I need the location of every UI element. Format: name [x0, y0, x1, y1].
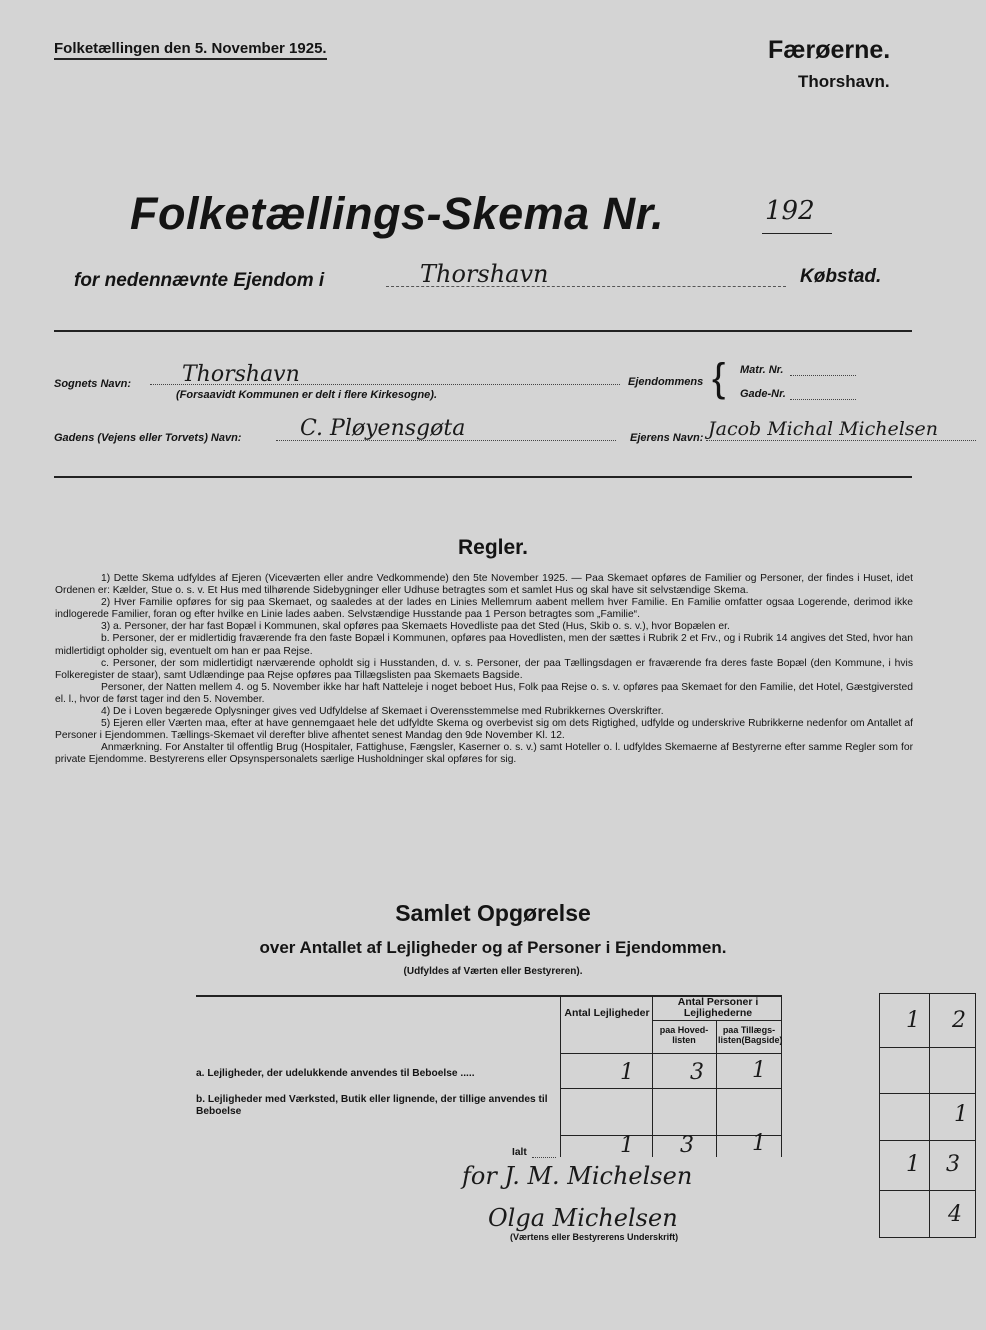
property-label: Ejendommens [628, 376, 704, 388]
col-persons-header: Antal Personer i Lejlighederne [677, 996, 759, 1019]
rule-4: 4) De i Loven begærede Oplysninger gives ved Udfyldelse af Skemaet i Overensstemmelse med Rubrikkernes Overskrifter. [101, 706, 664, 718]
parish-value: Thorshavn [182, 362, 300, 387]
owner-value: Jacob Michal Michelsen [708, 418, 939, 440]
row-a-apartments: 1 [620, 1060, 634, 1085]
signature-2: Olga Michelsen [488, 1204, 678, 1232]
col-divider-4 [781, 995, 782, 1157]
tally-col-divider [929, 993, 930, 1238]
matr-label: Matr. Nr. [740, 364, 784, 376]
parish-note: (Forsaavidt Kommunen er delt i flere Kirkesogne). [176, 389, 438, 401]
col-apartments-header: Antal Lejligheder [564, 1007, 650, 1019]
rules-note: Anmærkning. For Anstalter til offentlig Brug (Hospitaler, Fattighuse, Fængsler, Kaserner o. s. v.) samt Hoteller o. l. udfyldes Skemaerne af Bestyrerne efter samme Regler som for private Ejendomme. Bestyrerens eller Opsynspersonalets særlige Husholdninger skal opføres for sig. [55, 742, 913, 766]
parish-line [150, 384, 620, 385]
gade-label: Gade-Nr. [740, 388, 786, 400]
col-main-header: paa Hoved-listen [659, 1025, 709, 1045]
form-number-line [762, 233, 832, 234]
rules-title: Regler. [457, 536, 529, 559]
rule-3d: Personer, der Natten mellem 4. og 5. November ikke har haft Natteleje i noget beboet Hus, Folk paa Rejse o. s. v. opføres paa Skemaet for den Familie, det Hotel, Gæstgiversted el. l., hvor de først tager ind den 5. November. [55, 681, 913, 705]
tally-line-1 [879, 1047, 976, 1048]
row-a-line [560, 1088, 781, 1089]
street-line [276, 440, 616, 441]
town-line [386, 286, 786, 287]
total-dots [532, 1157, 556, 1158]
tally-r1-right: 2 [952, 1008, 966, 1033]
row-a-label: a. Lejligheder, der udelukkende anvendes til Beboelse ..... [196, 1068, 475, 1079]
owner-line [706, 440, 976, 441]
town-written: Thorshavn [420, 260, 549, 288]
row-a-supp: 1 [752, 1058, 766, 1083]
rules-text [55, 573, 913, 767]
row-total-label: Ialt [512, 1147, 527, 1158]
form-title: Folketællings-Skema Nr. [130, 188, 665, 239]
row-b-label: b. Lejligheder med Værksted, Butik eller lignende, der tillige anvendes til Beboelse [196, 1094, 548, 1117]
header-split-line [652, 1020, 781, 1021]
matr-line [790, 375, 856, 376]
tally-r1-left: 1 [906, 1008, 920, 1033]
col-divider-1 [560, 995, 561, 1157]
total-supp: 1 [752, 1131, 766, 1156]
header-bottom-line [560, 1053, 781, 1054]
summary-note: (Udfyldes af Værten eller Bestyreren). [403, 966, 583, 977]
tally-line-4 [879, 1190, 976, 1191]
tally-r7-right: 4 [948, 1202, 962, 1227]
rule-3a: 3) a. Personer, der har fast Bopæl i Kommunen, skal opføres paa Skemaets Hovedliste paa det Sted (Hus, Skib o. s. v.), hvor Bopælen er. [101, 621, 730, 633]
owner-label: Ejerens Navn: [630, 432, 704, 444]
tally-r6-right: 3 [946, 1152, 960, 1177]
divider-top [54, 330, 912, 332]
signature-caption: (Værtens eller Bestyrerens Underskrift) [510, 1232, 679, 1242]
rule-1: 1) Dette Skema udfyldes af Ejeren (Viceværten eller andre Vedkommende) den 5te November 1925. — Paa Skemaet opføres de Familier og Personer, der findes i Huset, idet Ordenen er: Kælder, Stue o. s. v. Et Hus med tilhørende Sidebygninger eller Udhuse betragtes som et samlet Hus og skal have sit selvstændige Skema. [55, 573, 913, 597]
tally-line-3 [879, 1140, 976, 1141]
col-supp-header: paa Tillægs-listen(Bagside) [718, 1025, 783, 1045]
summary-subtitle: over Antallet af Lejligheder og af Personer i Ejendommen. [259, 938, 727, 957]
form-subtitle: for nedennævnte Ejendom i [74, 270, 325, 291]
summary-title: Samlet Opgørelse [395, 900, 591, 926]
form-number: 192 [765, 196, 815, 226]
rule-3c: c. Personer, der som midlertidigt nærværende opholdt sig i Husstanden, d. v. s. Personer, der paa Tællingsdagen er fraværende fra deres faste Bopæl (den Kommune, i hvis Folkeregister de staar), samt Udlændinge paa Rejse opføres paa Tillægslisten paa Skemaets Bagside. [55, 657, 913, 681]
gade-line [790, 399, 856, 400]
rule-3b: b. Personer, der er midlertidig fraværende fra den faste Bopæl i Kommunen, opføres paa Hovedlisten, men der sættes i Rubrik 2 et Frv., og i Rubrik 14 angives det Sted, hvor han midlertidigt opholder sig, eventuelt om han er paa Rejse. [55, 633, 913, 657]
street-value: C. Pløyensgøta [300, 416, 466, 441]
tally-r4-right: 1 [954, 1102, 968, 1127]
town-type: Købstad. [800, 266, 882, 287]
street-label: Gadens (Vejens eller Torvets) Navn: [54, 432, 242, 444]
total-main: 3 [680, 1133, 694, 1158]
town-name: Thorshavn. [798, 72, 890, 91]
row-b-line [560, 1135, 781, 1136]
tally-line-2 [879, 1093, 976, 1094]
region-name: Færøerne. [768, 36, 891, 64]
census-date-line: Folketællingen den 5. November 1925. [54, 40, 327, 60]
rule-5: 5) Ejeren eller Værten maa, efter at have gennemgaaet hele det udfyldte Skema og overbevist sig om dets Rigtighed, udfylde og underskrive Rubrikkerne nedenfor om Antallet af Personer i Ejendommen. Tællings-Skemaet vil derefter blive afhentet senest Mandag den 9de November Kl. 12. [55, 718, 913, 742]
property-brace: { [712, 356, 726, 400]
signature-1: for J. M. Michelsen [462, 1162, 693, 1190]
parish-label: Sognets Navn: [54, 378, 132, 390]
rule-2: 2) Hver Familie opføres for sig paa Skemaet, og saaledes at der lades en Linies Mellemrum aabent mellem hver Familie. En Familie omfatter ogsaa Logerende, derimod ikke indlogerede Familier, foran og efter hvilke en Linie lades aaben. Selvstændige Husstande paa 1 Person betragtes som „Familie“. [55, 597, 913, 621]
total-apartments: 1 [620, 1133, 634, 1158]
row-a-main: 3 [690, 1060, 704, 1085]
divider-bottom [54, 476, 912, 478]
tally-r6-left: 1 [906, 1152, 920, 1177]
